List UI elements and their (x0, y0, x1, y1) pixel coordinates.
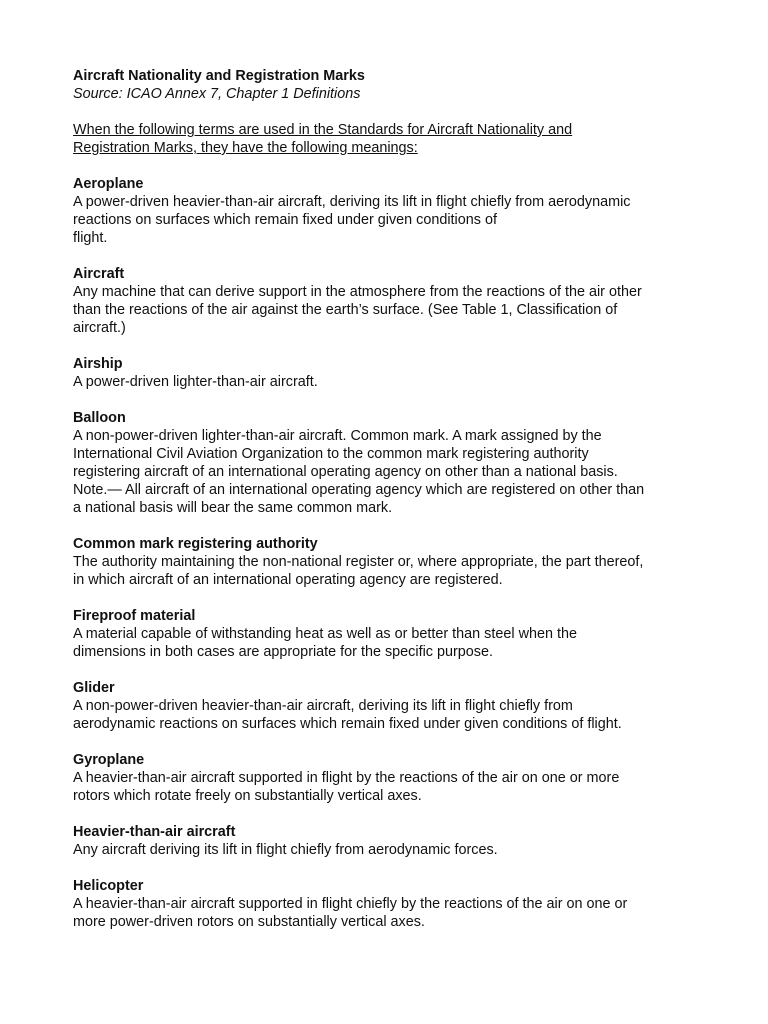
document-title: Aircraft Nationality and Registration Marks (73, 68, 365, 84)
definition-line: A material capable of withstanding heat as well as or better than steel when the (73, 626, 577, 642)
definition-line: registering aircraft of an international operating agency on other than a national basis. (73, 464, 618, 480)
definition-term: Fireproof material (73, 608, 196, 624)
definition-line: dimensions in both cases are appropriate for the specific purpose. (73, 644, 493, 660)
definition-term: Airship (73, 356, 123, 372)
definition-line: reactions on surfaces which remain fixed under given conditions of (73, 212, 497, 228)
definition-term: Aeroplane (73, 176, 144, 192)
definition-line: The authority maintaining the non-national register or, where appropriate, the part thereof, (73, 554, 644, 570)
definition-line: a national basis will bear the same common mark. (73, 500, 393, 516)
intro-line: When the following terms are used in the Standards for Aircraft Nationality and (73, 122, 573, 138)
definition-line: than the reactions of the air against the earth’s surface. (See Table 1, Classification of (73, 302, 618, 318)
definition-line: Note.— All aircraft of an international operating agency which are registered on other than (73, 482, 645, 498)
definition-balloon (73, 409, 703, 517)
definition-line: in which aircraft of an international operating agency are registered. (73, 572, 503, 588)
definition-line: aerodynamic reactions on surfaces which remain fixed under given conditions of flight. (73, 716, 622, 732)
document-page (73, 67, 703, 931)
definition-common-mark-registering-authority (73, 535, 703, 589)
definition-term: Glider (73, 680, 115, 696)
definition-heavier-than-air-aircraft (73, 823, 703, 859)
definition-glider (73, 679, 703, 733)
definition-line: rotors which rotate freely on substantially vertical axes. (73, 788, 422, 804)
intro-line: Registration Marks, they have the following meanings: (73, 140, 418, 156)
definition-line: more power-driven rotors on substantially vertical axes. (73, 914, 425, 930)
definition-line: aircraft.) (73, 320, 126, 336)
definition-airship (73, 355, 703, 391)
definition-term: Balloon (73, 410, 126, 426)
definition-line: A power-driven heavier-than-air aircraft, deriving its lift in flight chiefly from aerodynamic (73, 194, 631, 210)
definition-line: A heavier-than-air aircraft supported in flight by the reactions of the air on one or more (73, 770, 620, 786)
definition-line: A power-driven lighter-than-air aircraft. (73, 374, 318, 390)
definition-term: Heavier-than-air aircraft (73, 824, 236, 840)
document-source: Source: ICAO Annex 7, Chapter 1 Definitions (73, 86, 361, 102)
definition-aeroplane (73, 175, 703, 247)
definition-helicopter (73, 877, 703, 931)
definition-term: Gyroplane (73, 752, 145, 768)
definition-line: Any aircraft deriving its lift in flight chiefly from aerodynamic forces. (73, 842, 498, 858)
definition-line: Any machine that can derive support in the atmosphere from the reactions of the air other (73, 284, 642, 300)
intro-paragraph (73, 121, 703, 157)
definition-line: International Civil Aviation Organization to the common mark registering authority (73, 446, 589, 462)
definition-line: A heavier-than-air aircraft supported in flight chiefly by the reactions of the air on one or (73, 896, 628, 912)
definition-term: Common mark registering authority (73, 536, 318, 552)
definition-aircraft (73, 265, 703, 337)
definition-term: Aircraft (73, 266, 125, 282)
definition-line: flight. (73, 230, 108, 246)
definition-fireproof-material (73, 607, 703, 661)
definition-line: A non-power-driven heavier-than-air aircraft, deriving its lift in flight chiefly from (73, 698, 573, 714)
definition-gyroplane (73, 751, 703, 805)
definition-line: A non-power-driven lighter-than-air aircraft. Common mark. A mark assigned by the (73, 428, 602, 444)
definition-term: Helicopter (73, 878, 144, 894)
